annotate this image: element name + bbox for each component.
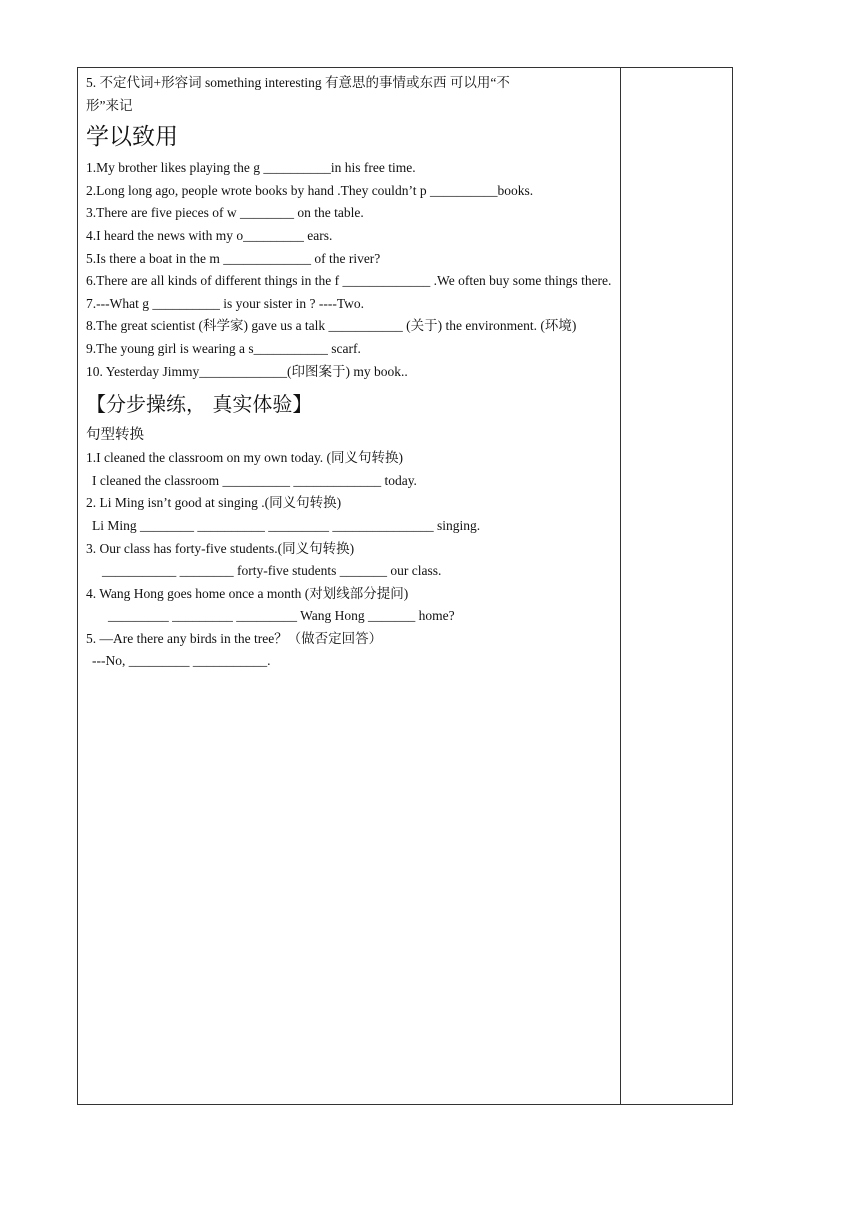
main-cell xyxy=(86,72,614,673)
exercise-item-3: 3.There are five pieces of w ________ on the table. xyxy=(86,205,364,221)
intro-line-2: 形”来记 xyxy=(86,97,133,113)
transform-answer-4: _________ _________ _________ Wang Hong _______ home? xyxy=(108,608,455,624)
section-2-subtitle: 句型转换 xyxy=(86,427,144,444)
transform-question-1: 1.I cleaned the classroom on my own today. (同义句转换) xyxy=(86,450,404,466)
transform-answer-5: ---No, _________ ___________. xyxy=(92,653,271,669)
transform-question-5: 5. —Are there any birds in the tree？（做否定回答） xyxy=(86,630,383,646)
transform-answer-1: I cleaned the classroom __________ _____________ today. xyxy=(92,472,417,488)
exercise-item-1: 1.My brother likes playing the g __________in his free time. xyxy=(86,160,416,176)
column-divider xyxy=(620,68,621,1104)
intro-line-1: 5. 不定代词+形容词 something interesting 有意思的事情或东西 可以用“不 xyxy=(86,75,510,90)
section-1-title: 学以致用 xyxy=(86,124,178,151)
transform-answer-3: ___________ ________ forty-five students _______ our class. xyxy=(102,563,442,579)
exercise-item-6: 6.There are all kinds of different things in the f _____________ .We often buy some things there. xyxy=(86,273,612,289)
exercise-item-2: 2.Long long ago, people wrote books by hand .They couldn’t p __________books. xyxy=(86,182,534,198)
transform-question-3: 3. Our class has forty-five students.(同义句转换) xyxy=(86,540,355,556)
exercise-item-9: 9.The young girl is wearing a s___________ scarf. xyxy=(86,340,361,356)
worksheet-table xyxy=(77,67,733,1105)
exercise-item-5: 5.Is there a boat in the m _____________ of the river? xyxy=(86,250,381,266)
transform-question-4: 4. Wang Hong goes home once a month (对划线部分提问) xyxy=(86,585,409,601)
exercise-item-8: 8.The great scientist (科学家) gave us a talk ___________ (关于) the environment. (环境) xyxy=(86,318,577,334)
transform-question-2: 2. Li Ming isn’t good at singing .(同义句转换) xyxy=(86,495,342,511)
transform-answer-2: Li Ming ________ __________ _________ _______________ singing. xyxy=(92,517,481,533)
exercise-item-4: 4.I heard the news with my o_________ ears. xyxy=(86,227,333,243)
exercise-item-7: 7.---What g __________ is your sister in ? ----Two. xyxy=(86,295,364,311)
exercise-item-10: 10. Yesterday Jimmy_____________(印图案于) my book.. xyxy=(86,363,408,379)
section-2-title: 【分步操练， 真实体验】 xyxy=(86,392,313,417)
